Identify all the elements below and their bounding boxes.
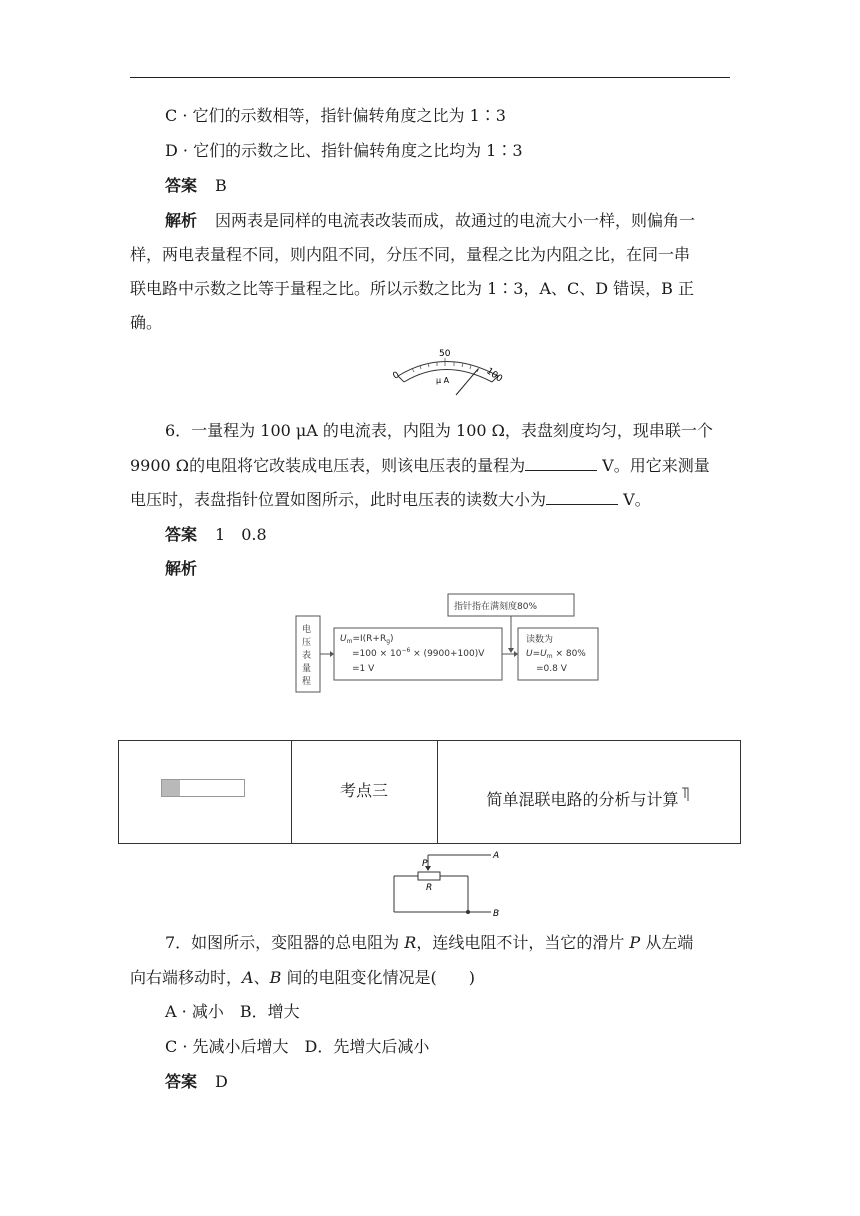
answer-value: 1 0.8 [215, 525, 267, 544]
section-progress-fill [162, 780, 180, 796]
meter-label-50: 50 [439, 349, 451, 359]
q7-var-r: R [404, 933, 417, 952]
svg-text:表: 表 [302, 651, 312, 661]
label-a: A [493, 851, 500, 861]
q6-blank-1 [525, 456, 597, 471]
q7-line1 [165, 933, 693, 953]
analysis-q5-line2: 样，两电表量程不同，则内阻不同，分压不同，量程之比为内阻之比，在同一串 [130, 245, 691, 264]
svg-text:量: 量 [302, 664, 312, 674]
section-title [437, 787, 740, 810]
q6-line2-a: 9900 Ω的电阻将它改装成电压表，则该电压表的量程为 [130, 456, 526, 475]
label-r: R [426, 883, 433, 893]
q7-options-ab: A · 减小 B．增大 [165, 1002, 300, 1021]
q6-line3 [130, 490, 651, 510]
flow-formula-line2: $=100 \times 10^{-6} \times (9900+100)V$ [352, 647, 485, 659]
resistor [418, 872, 440, 880]
svg-text:程: 程 [302, 677, 312, 687]
flow-arrowhead-1 [330, 651, 334, 657]
flow-formula-line1: $U_m=I(R+R_g)$ [340, 634, 394, 645]
label-b: B [493, 909, 500, 919]
answer-label: 答案 [165, 1072, 198, 1091]
option-d: D · 它们的示数之比、指针偏转角度之比均为 1∶3 [165, 141, 523, 160]
section-progress-bar [161, 779, 245, 797]
q7-text-1: 7．如图所示，变阻器的总电阻为 [165, 933, 405, 952]
flow-right-title: 读数为 [526, 635, 554, 645]
answer-q5 [165, 176, 227, 196]
analysis-label: 解析 [165, 211, 198, 230]
q6-line3-b: V。 [618, 490, 651, 509]
flowchart-figure [290, 588, 610, 698]
answer-value: D [215, 1072, 228, 1091]
answer-label: 答案 [165, 176, 198, 195]
section-cell-label [291, 741, 438, 843]
q7-var-p: P [629, 933, 641, 952]
q7-options-cd: C · 先减小后增大 D．先增大后减小 [165, 1037, 430, 1056]
section-cell-title [437, 741, 740, 843]
meter-needle [456, 369, 478, 395]
option-c: C · 它们的示数相等，指针偏转角度之比为 1∶3 [165, 106, 506, 125]
flow-left-text [302, 623, 311, 687]
q7-text-5: 间的电阻变化情况是( ) [281, 968, 475, 987]
header-rule [130, 77, 730, 78]
analysis-q5-line3: 联电路中示数之比等于量程之比。所以示数之比为 1∶3，A、C、D 错误，B 正 [130, 279, 695, 298]
section-label: 考点三 [339, 781, 388, 800]
q7-text-4: 向右端移动时， [130, 968, 243, 987]
analysis-q6-label: 解析 [165, 559, 198, 578]
flow-formula-line3: =1 V [352, 664, 375, 674]
meter-label-0: 0 [391, 370, 402, 382]
answer-label: 答案 [165, 525, 198, 544]
analysis-q5-line4: 确。 [130, 313, 163, 332]
analysis-text: 因两表是同样的电流表改装而成，故通过的电流大小一样，则偏角一 [215, 211, 696, 230]
flow-right-line2: $U=U_m \times 80\%$ [526, 649, 586, 660]
meter-label-100: 100 [484, 366, 504, 385]
junction-dot [466, 910, 470, 914]
answer-q7 [165, 1072, 228, 1092]
flow-top-text: 指针指在满刻度80% [454, 602, 538, 612]
q7-sep: 、 [253, 968, 270, 987]
q6-line2 [130, 456, 710, 476]
q6-line2-b: V。用它来测量 [597, 456, 710, 475]
answer-q6 [165, 525, 267, 545]
label-p: P [422, 859, 428, 869]
section-header [118, 740, 741, 844]
flow-arrowhead-2 [514, 651, 518, 657]
q6-line1: 6．一量程为 100 μA 的电流表，内阻为 100 Ω，表盘刻度均匀，现串联一个 [165, 421, 713, 440]
q7-var-a: A [242, 968, 254, 987]
q7-text-2: ，连线电阻不计，当它的滑片 [416, 933, 630, 952]
section-cell-progress [119, 741, 292, 843]
q6-line3-a: 电压时，表盘指针位置如图所示，此时电压表的读数大小为 [130, 490, 547, 509]
answer-value: B [215, 176, 227, 195]
q7-text-3: 从左端 [640, 933, 694, 952]
flow-right-line3: =0.8 V [536, 664, 567, 674]
meter-unit: μ A [436, 376, 450, 385]
q7-line2 [130, 968, 475, 988]
bracket-icon [681, 787, 691, 803]
circuit-figure [388, 846, 508, 920]
svg-text:电: 电 [302, 625, 312, 635]
meter-dial-figure [390, 345, 510, 400]
meter-outer-arc [398, 362, 498, 377]
q7-var-b: B [269, 968, 282, 987]
section-title-text: 简单混联电路的分析与计算 [486, 790, 679, 809]
q6-blank-2 [546, 490, 618, 505]
svg-text:压: 压 [302, 638, 312, 648]
flow-arrowhead-3 [508, 648, 514, 653]
analysis-q5-line1 [165, 211, 695, 231]
